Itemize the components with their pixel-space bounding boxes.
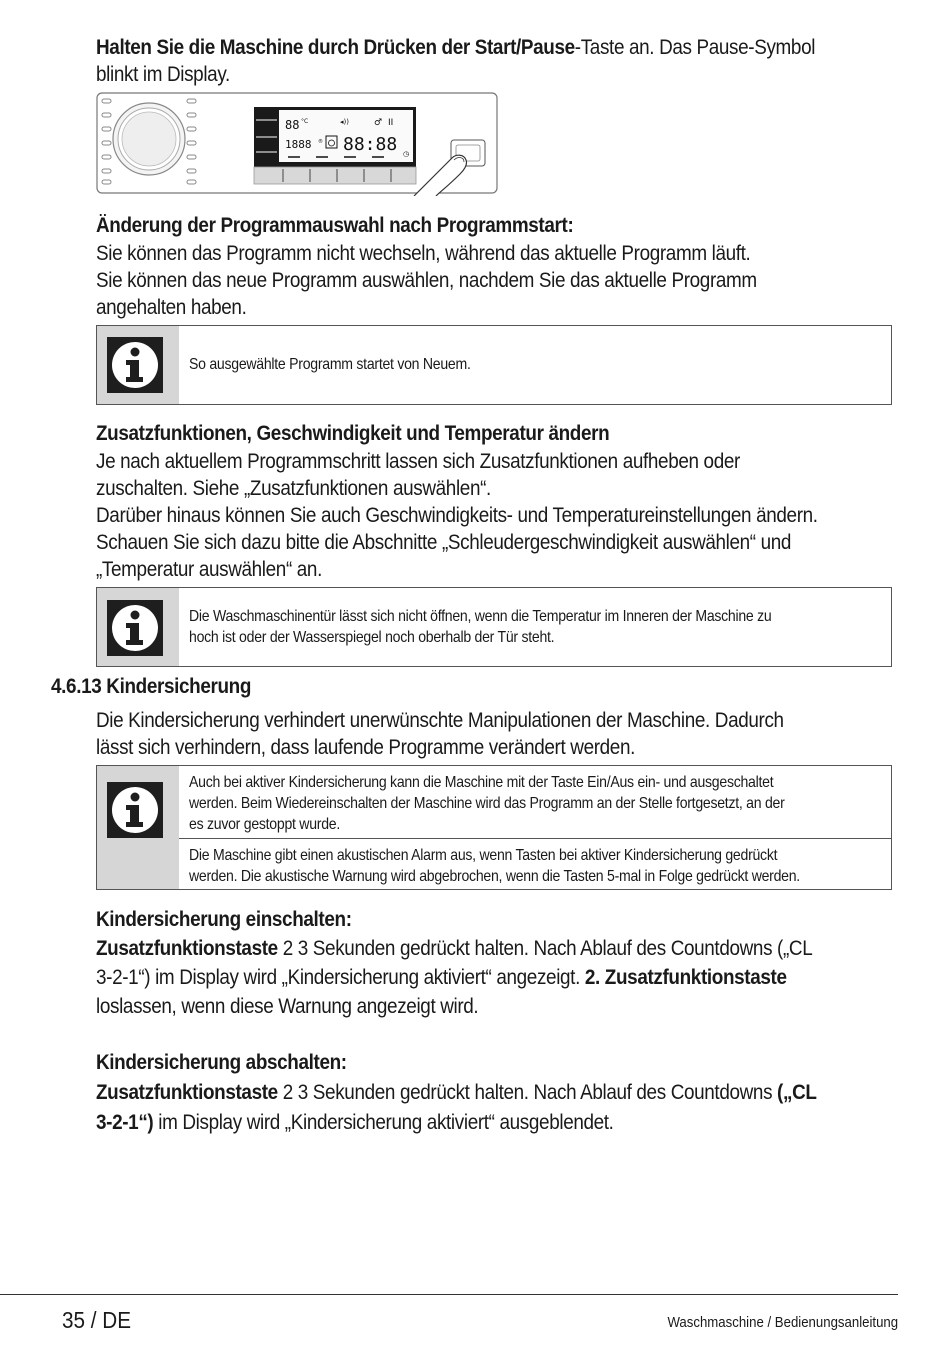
disable-key-label: Zusatzfunktionstaste [96,1081,278,1104]
control-panel-illustration [96,92,498,196]
text-line: lässt sich verhindern, dass laufende Programme verändert werden. [96,736,636,759]
info-icon [107,782,163,838]
svg-text:1888: 1888 [285,138,312,151]
text-line: angehalten haben. [96,296,247,319]
text-run: 2 3 Sekunden gedrückt halten. Nach Ablauf des Countdowns („CL [277,937,813,960]
intro-rest: -Taste an. Das Pause-Symbol [574,36,816,59]
functions-change-text [96,448,816,583]
program-change-text [96,240,816,321]
info-text-part2 [189,845,801,887]
svg-text:♂: ♂ [374,118,383,128]
text-run-bold: („CL [777,1081,817,1104]
text-line: Je nach aktuellem Programmschritt lassen sich Zusatzfunktionen aufheben oder [96,450,740,473]
enable-key-label: Zusatzfunktionstaste [96,937,278,960]
control-panel-drawing [96,92,498,196]
text-line: Sie können das neue Programm auswählen, nachdem Sie das aktuelle Programm [96,269,757,292]
text-line: Die Maschine gibt einen akustischen Alarm aus, wenn Tasten bei aktiver Kindersicherung gedrückt [189,847,778,864]
text-line: „Temperatur auswählen“ an. [96,558,322,581]
intro-line2: blinkt im Display. [96,63,230,86]
text-line: Darüber hinaus können Sie auch Geschwindigkeits- und Temperatureinstellungen ändern. [96,504,818,527]
enable-heading: Kindersicherung einschalten: [96,908,352,931]
text-line: werden. Die akustische Warnung wird abgebrochen, wenn die Tasten 5-mal in Folge gedrückt werden. [189,868,800,885]
page-number: 35 / DE [62,1307,132,1333]
svg-text:88: 88 [285,118,300,132]
info-text [189,606,801,648]
section-title: 4.6.13 Kindersicherung [51,675,252,698]
svg-text:88:88: 88:88 [343,134,398,155]
svg-text:II: II [388,118,394,128]
text-line: zuschalten. Siehe „Zusatzfunktionen auswählen“. [96,477,491,500]
disable-text [96,1078,816,1138]
info-separator [179,838,891,839]
text-line: Auch bei aktiver Kindersicherung kann die Maschine mit der Taste Ein/Aus ein- und ausgeschaltet [189,774,774,791]
info-text: So ausgewählte Programm startet von Neuem. [189,356,471,373]
text-run: 3-2-1“) im Display wird „Kindersicherung aktiviert“ angezeigt. [96,966,585,989]
text-line: Schauen Sie sich dazu bitte die Abschnitte „Schleudergeschwindigkeit auswählen“ und [96,531,792,554]
info-box-child-lock [96,765,892,890]
footer-divider [0,1294,898,1295]
intro-bold: Halten Sie die Maschine durch Drücken der Start/Pause [96,36,575,59]
dial-icon [113,103,185,175]
document-title: Waschmaschine / Bedienungsanleitung [667,1314,898,1331]
info-icon [107,337,163,393]
text-line: Sie können das Programm nicht wechseln, während das aktuelle Programm läuft. [96,242,751,265]
enable-key-label-2: 2. Zusatzfunktionstaste [584,966,787,989]
section-intro [96,707,816,761]
text-run: 2 3 Sekunden gedrückt halten. Nach Ablauf des Countdowns [277,1081,778,1104]
text-run-bold: 3-2-1“) [96,1111,154,1134]
svg-text:◷: ◷ [403,150,410,158]
info-text-part1 [189,772,801,835]
svg-text:°C: °C [301,118,309,125]
text-line: Die Waschmaschinentür lässt sich nicht öffnen, wenn die Temperatur im Inneren der Maschine zu [189,608,772,625]
svg-text:®: ® [318,139,323,145]
enable-text [96,934,816,1021]
info-box-door [96,587,892,667]
text-line: es zuvor gestoppt wurde. [189,816,340,833]
text-line: Die Kindersicherung verhindert unerwünschte Manipulationen der Maschine. Dadurch [96,709,784,732]
info-icon [107,600,163,656]
intro-paragraph [96,34,816,88]
svg-text:◂)): ◂)) [340,118,349,126]
text-line: werden. Beim Wiedereinschalten der Maschine wird das Programm an der Stelle fortgesetzt, an der [189,795,785,812]
disable-heading: Kindersicherung abschalten: [96,1051,347,1074]
program-change-heading: Änderung der Programmauswahl nach Programmstart: [96,214,574,237]
info-box-restart [96,325,892,405]
functions-change-heading: Zusatzfunktionen, Geschwindigkeit und Temperatur ändern [96,422,610,445]
text-line: hoch ist oder der Wasserspiegel noch oberhalb der Tür steht. [189,629,555,646]
text-line: loslassen, wenn diese Warnung angezeigt wird. [96,995,479,1018]
text-run: im Display wird „Kindersicherung aktiviert“ ausgeblendet. [153,1111,614,1134]
